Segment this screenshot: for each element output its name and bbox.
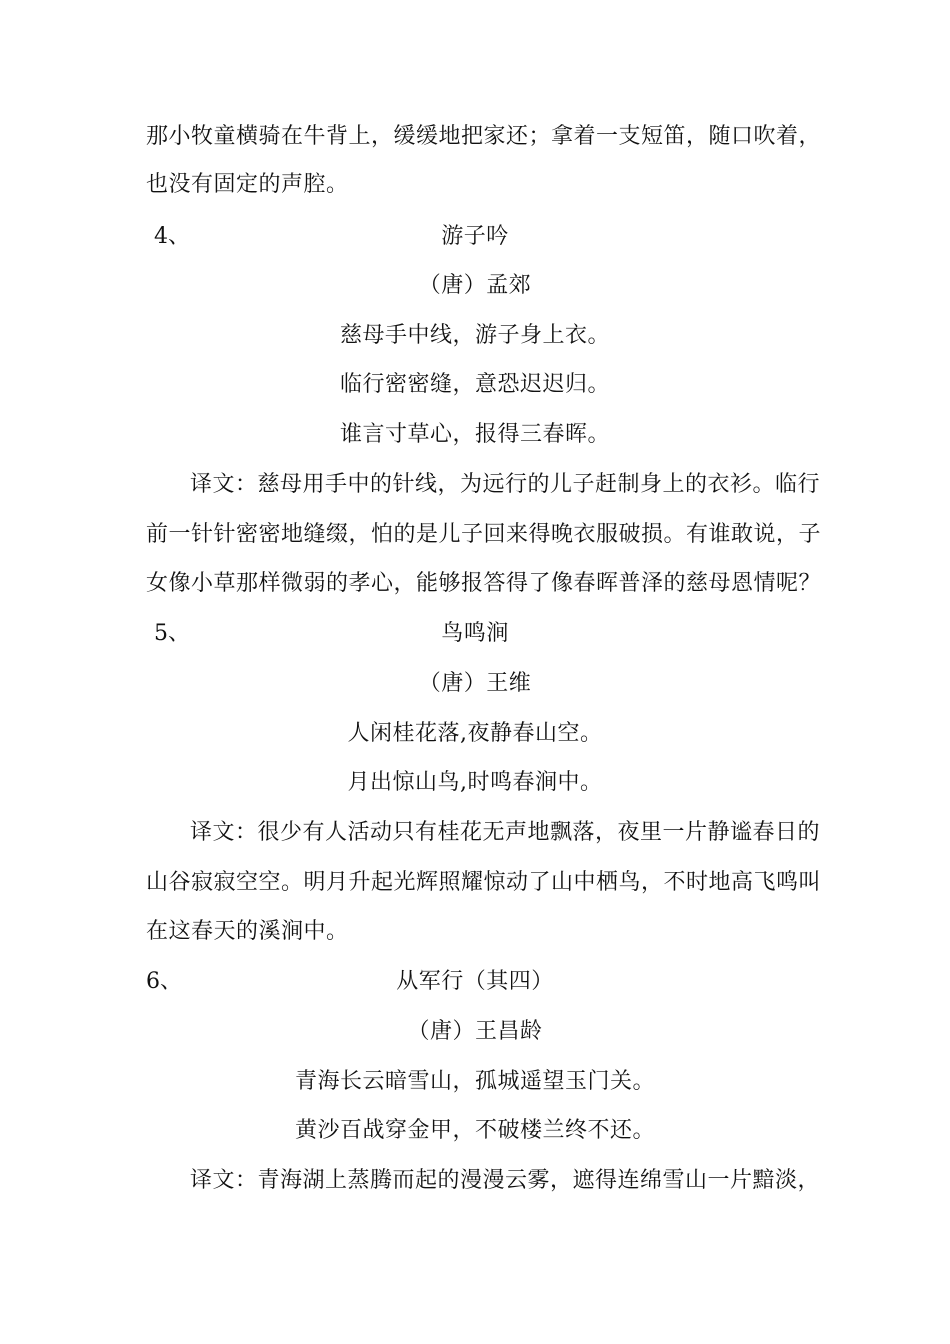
- poem-5-translation-3: 在这春天的溪涧中。: [146, 919, 349, 944]
- poem-6-author: （唐）王昌龄: [407, 1019, 543, 1044]
- poem-4-verse-3: 谁言寸草心，报得三春晖。: [339, 422, 610, 447]
- poem-6-title: 从军行（其四）: [396, 969, 554, 994]
- intro-line-2: 也没有固定的声腔。: [146, 172, 349, 197]
- poem-6-verse-2: 黄沙百战穿金甲，不破楼兰终不还。: [294, 1118, 655, 1143]
- poem-4-author: （唐）孟郊: [418, 273, 532, 298]
- poem-5-verse-1: 人闲桂花落,夜静春山空。: [347, 721, 603, 746]
- poem-6-verse-1: 青海长云暗雪山，孤城遥望玉门关。: [294, 1069, 655, 1094]
- poem-4-translation-1: 译文：慈母用手中的针线，为远行的儿子赶制身上的衣衫。临行: [190, 472, 821, 497]
- intro-line-1: 那小牧童横骑在牛背上，缓缓地把家还；拿着一支短笛，随口吹着，: [146, 124, 822, 149]
- poem-5-author: （唐）王维: [418, 671, 532, 696]
- poem-4-number: 4、: [154, 224, 190, 249]
- poem-4-title: 游子吟: [441, 224, 509, 249]
- poem-4-verse-2: 临行密密缝，意恐迟迟归。: [339, 372, 610, 397]
- poem-4-translation-3: 女像小草那样微弱的孝心，能够报答得了像春晖普泽的慈母恩情呢？: [146, 571, 822, 596]
- poem-5-translation-2: 山谷寂寂空空。明月升起光辉照耀惊动了山中栖鸟，不时地高飞鸣叫: [146, 870, 822, 895]
- poem-5-translation-1: 译文：很少有人活动只有桂花无声地飘落，夜里一片静谧春日的: [190, 820, 821, 845]
- poem-5-verse-2: 月出惊山鸟,时鸣春涧中。: [347, 770, 603, 795]
- poem-4-verse-1: 慈母手中线，游子身上衣。: [339, 323, 610, 348]
- poem-4-translation-2: 前一针针密密地缝缀，怕的是儿子回来得晚衣服破损。有谁敢说，子: [146, 522, 822, 547]
- poem-6-number: 6、: [146, 969, 182, 994]
- poem-5-number: 5、: [154, 621, 190, 646]
- poem-5-title: 鸟鸣涧: [441, 621, 509, 646]
- poem-6-translation-1: 译文：青海湖上蒸腾而起的漫漫云雾，遮得连绵雪山一片黯淡，: [190, 1168, 821, 1193]
